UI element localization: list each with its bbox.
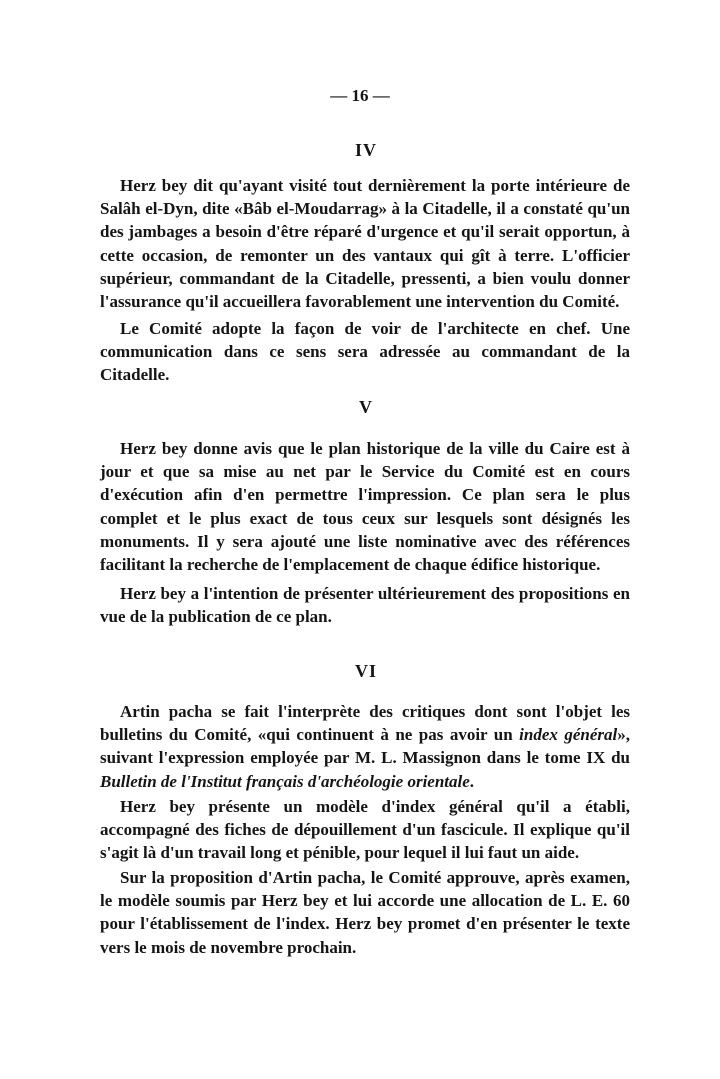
section-heading-v: V bbox=[359, 397, 373, 417]
paragraph-text: Herz bey dit qu'ayant visité tout dernièrement la porte intérieure de Salâh el-Dyn, dite «Bâb el-Moudarrag» à la Citadelle, il a constaté qu'un des jambages a besoin d'être réparé d'urgence et qu'il serait opportun, à cette occasion, de remonter un des vantaux qui gît à terre. L'officier supérieur, commandant de la Citadelle, pressenti, a bien voulu donner l'assurance qu'il accueillera favorablement une intervention du Comité. bbox=[100, 176, 630, 312]
paragraph-text: . bbox=[469, 771, 475, 791]
paragraph bbox=[100, 866, 630, 959]
paragraph-text: Herz bey a l'intention de présenter ultérieurement des propositions en vue de la publication de ce plan. bbox=[100, 584, 630, 627]
italic-title: Bulletin de l'Institut français d'archéologie orientale bbox=[100, 771, 470, 791]
paragraph-text: », suivant l'expression employée par M. L. Massignon dans le tome IX du bbox=[100, 725, 630, 768]
page-number: — 16 — bbox=[330, 86, 390, 105]
paragraph bbox=[100, 795, 630, 865]
paragraph bbox=[100, 700, 630, 793]
section-heading-iv: IV bbox=[354, 140, 377, 160]
paragraph-text: Herz bey donne avis que le plan historique de la ville du Caire est à jour et que sa mise au net par le Service du Comité est en cours d'exécution afin d'en permettre l'impression. Ce plan sera le plus complet et le plus exact de tous ceux sur lesquels sont désignés les monuments. Il y sera ajouté une liste nominative avec des références facilitant la recherche de l'emplacement de chaque édifice historique. bbox=[100, 439, 630, 575]
paragraph-text: Herz bey présente un modèle d'index général qu'il a établi, accompagné des fiches de dépouillement d'un fascicule. Il explique qu'il s'agit là d'un travail long et pénible, pour lequel il lui faut un aide. bbox=[100, 797, 630, 863]
paragraph bbox=[100, 317, 630, 387]
paragraph bbox=[100, 174, 630, 313]
paragraph-text: Le Comité adopte la façon de voir de l'architecte en chef. Une communication dans ce sens sera adressée au commandant de la Citadelle. bbox=[100, 319, 630, 385]
paragraph-text: Sur la proposition d'Artin pacha, le Comité approuve, après examen, le modèle soumis par Herz bey et lui accorde une allocation de L. E. 60 pour l'établissement de l'index. Herz bey promet d'en présenter le texte vers le mois de novembre prochain. bbox=[100, 868, 630, 957]
section-heading-vi: VI bbox=[354, 661, 377, 681]
paragraph-text: Artin pacha se fait l'interprète des critiques dont sont l'objet les bulletins du Comité, «qui continuent à ne pas avoir un bbox=[100, 702, 630, 745]
paragraph bbox=[100, 437, 630, 576]
paragraph bbox=[100, 582, 630, 628]
italic-term: index général bbox=[519, 725, 618, 745]
